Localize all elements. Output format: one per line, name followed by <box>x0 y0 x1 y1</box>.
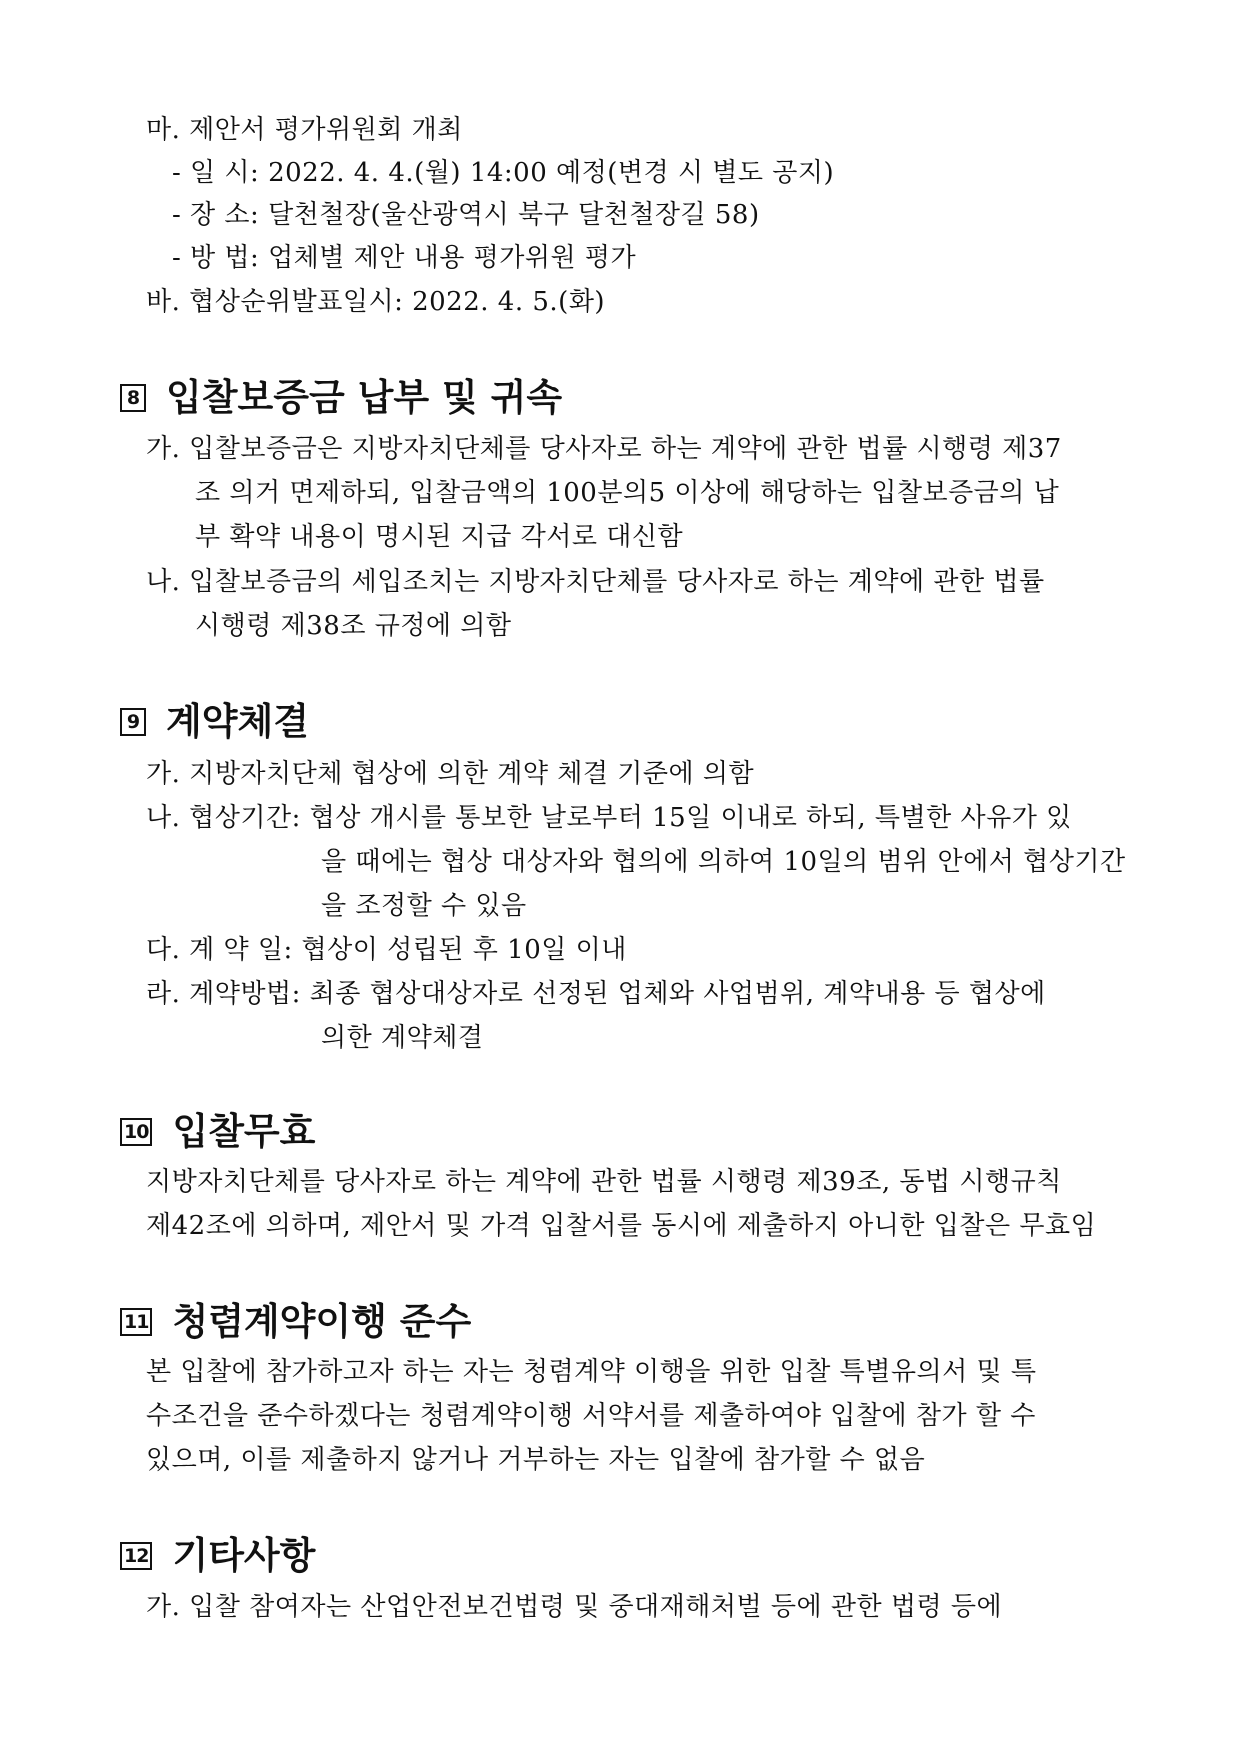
paragraph-line: 제42조에 의하며, 제안서 및 가격 입찰서를 동시에 제출하지 아니한 입찰은 무효임 <box>146 1211 1097 1241</box>
sub-item-method: - 방 법: 업체별 제안 내용 평가위원 평가 <box>172 243 637 273</box>
paragraph-line: 지방자치단체를 당사자로 하는 계약에 관한 법률 시행령 제39조, 동법 시행규칙 <box>146 1167 1062 1197</box>
paragraph-line: 가. 입찰보증금은 지방자치단체를 당사자로 하는 계약에 관한 법률 시행령 제37 <box>146 434 1062 464</box>
paragraph-line: 있으며, 이를 제출하지 않거나 거부하는 자는 입찰에 참가할 수 없음 <box>146 1445 926 1475</box>
section-11-heading <box>120 1300 471 1344</box>
paragraph-line: 가. 입찰 참여자는 산업안전보건법령 및 중대재해처벌 등에 관한 법령 등에 <box>146 1592 1003 1622</box>
paragraph-line: 다. 계 약 일: 협상이 성립된 후 10일 이내 <box>146 935 627 965</box>
section-8-heading <box>120 376 562 420</box>
paragraph-line: 의한 계약체결 <box>321 1023 484 1053</box>
paragraph-line: 수조건을 준수하겠다는 청렴계약이행 서약서를 제출하여야 입찰에 참가 할 수 <box>146 1401 1036 1431</box>
paragraph-line: 시행령 제38조 규정에 의함 <box>195 611 512 641</box>
item-ba: 바. 협상순위발표일시: 2022. 4. 5.(화) <box>146 287 606 317</box>
section-title: 입찰무효 <box>172 1110 316 1153</box>
item-ma: 마. 제안서 평가위원회 개최 <box>146 115 463 145</box>
section-12-heading <box>120 1534 315 1578</box>
sub-item-date: - 일 시: 2022. 4. 4.(월) 14:00 예정(변경 시 별도 공지) <box>172 158 835 188</box>
section-number-box: 9 <box>120 708 146 736</box>
sub-item-place: - 장 소: 달천철장(울산광역시 북구 달천철장길 58) <box>172 200 760 230</box>
paragraph-line: 을 때에는 협상 대상자와 협의에 의하여 10일의 범위 안에서 협상기간 <box>321 847 1126 877</box>
paragraph-line: 라. 계약방법: 최종 협상대상자로 선정된 업체와 사업범위, 계약내용 등 협상에 <box>146 979 1046 1009</box>
paragraph-line: 나. 협상기간: 협상 개시를 통보한 날로부터 15일 이내로 하되, 특별한 사유가 있 <box>146 803 1072 833</box>
section-number-box: 12 <box>120 1542 152 1570</box>
section-10-heading <box>120 1110 315 1154</box>
section-title: 청렴계약이행 준수 <box>172 1300 472 1343</box>
section-number-box: 10 <box>120 1118 152 1146</box>
section-title: 입찰보증금 납부 및 귀속 <box>166 376 563 419</box>
paragraph-line: 나. 입찰보증금의 세입조치는 지방자치단체를 당사자로 하는 계약에 관한 법률 <box>146 567 1045 597</box>
paragraph-line: 조 의거 면제하되, 입찰금액의 100분의5 이상에 해당하는 입찰보증금의 납 <box>195 478 1060 508</box>
paragraph-line: 가. 지방자치단체 협상에 의한 계약 체결 기준에 의함 <box>146 759 755 789</box>
section-9-heading <box>120 700 309 744</box>
section-number-box: 11 <box>120 1308 152 1336</box>
section-title: 계약체결 <box>166 700 309 743</box>
paragraph-line: 본 입찰에 참가하고자 하는 자는 청렴계약 이행을 위한 입찰 특별유의서 및 특 <box>146 1357 1037 1387</box>
paragraph-line: 을 조정할 수 있음 <box>321 891 527 921</box>
section-number-box: 8 <box>120 384 146 412</box>
paragraph-line: 부 확약 내용이 명시된 지급 각서로 대신함 <box>195 522 684 552</box>
section-title: 기타사항 <box>172 1534 316 1577</box>
